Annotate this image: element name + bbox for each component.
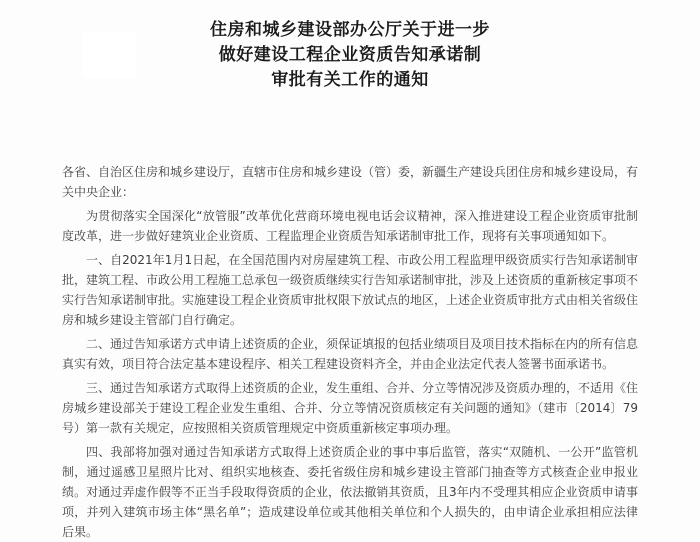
body-paragraph-item-3: 三、通过告知承诺方式取得上述资质的企业，发生重组、合并、分立等情况涉及资质办理的，不适用《住房城乡建设部关于建设工程企业发生重组、合并、分立等情况资质核定有关问题的通知》（建市〔2014〕79号）第一款有关规定，应按照相关资质管理规定中资质重新核定事项办理。 [62, 381, 639, 435]
document-title-line-2: 做好建设工程企业资质告知承诺制 [218, 45, 482, 65]
document-title-line-3: 审批有关工作的通知 [271, 70, 429, 90]
body-paragraph-intro: 为贯彻落实全国深化“放管服”改革优化营商环境电视电话会议精神，深入推进建设工程企业资质审批制度改革，进一步做好建筑业企业资质、工程监理企业资质告知承诺制审批工作，现将有关事项通知如下。 [62, 209, 638, 243]
document-body [62, 162, 638, 542]
addressee-line: 各省、自治区住房和城乡建设厅，直辖市住房和城乡建设（管）委，新疆生产建设兵团住房和城乡建设局，有关中央企业： [62, 165, 639, 199]
background-artifact [83, 31, 136, 78]
body-paragraph-item-2: 二、通过告知承诺方式申请上述资质的企业，须保证填报的包括业绩项目及项目技术指标在内的所有信息真实有效，项目符合法定基本建设程序、相关工程建设资料齐全，并由企业法定代表人签署书面承诺书。 [62, 337, 639, 371]
document-page [0, 18, 700, 539]
document-title [100, 18, 600, 93]
body-paragraph-item-4: 四、我部将加强对通过告知承诺方式取得上述资质企业的事中事后监管，落实“双随机、一公开”监管机制，通过遥感卫星照片比对、组织实地核查、委托省级住房和城乡建设主管部门抽查等方式核查企业申报业绩。对通过弄虚作假等不正当手段取得资质的企业，依法撤销其资质，且3年内不受理其相应企业资质申请事项，并列入建筑市场主体“黑名单”；造成建设单位或其他相关单位和个人损失的，由申请企业承担相应法律后果。 [62, 445, 638, 539]
body-paragraph-item-1: 一、自2021年1月1日起，在全国范围内对房屋建筑工程、市政公用工程监理甲级资质实行告知承诺制审批，建筑工程、市政公用工程施工总承包一级资质继续实行告知承诺制审批，涉及上述资质的重新核定事项不实行告知承诺制审批。实施建设工程企业资质审批权限下放试点的地区，上述企业资质审批方式由相关省级住房和城乡建设主管部门自行确定。 [62, 253, 639, 327]
document-title-line-1: 住房和城乡建设部办公厅关于进一步 [210, 20, 490, 40]
